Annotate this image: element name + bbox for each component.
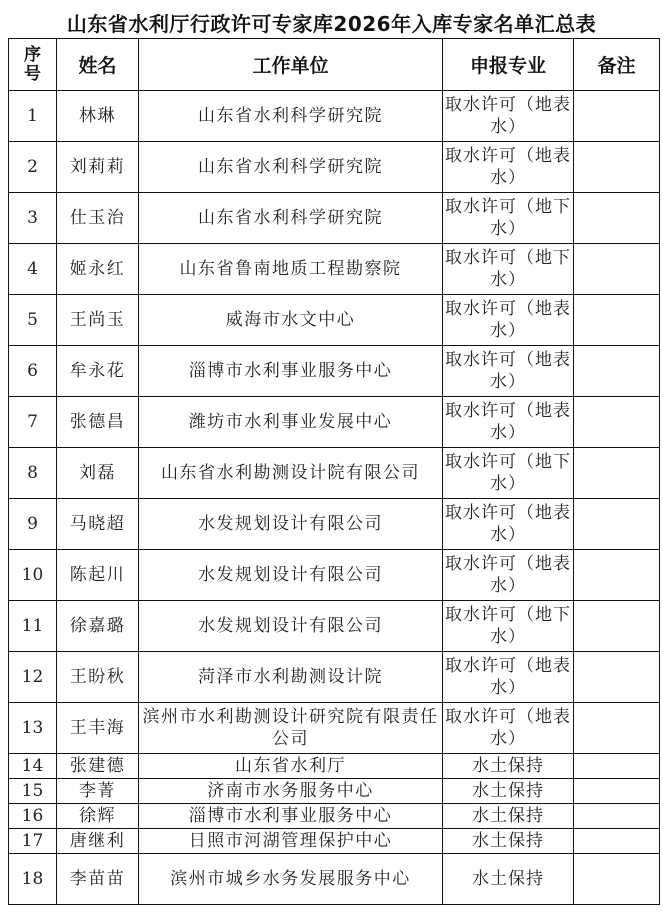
header-name: 姓名 [57, 39, 139, 91]
cell-name: 唐继利 [57, 829, 139, 854]
cell-note [574, 854, 660, 905]
table-row [9, 779, 660, 804]
cell-note [574, 244, 660, 295]
cell-unit: 山东省水利厅 [139, 754, 443, 779]
cell-major: 取水许可（地下水） [443, 448, 574, 499]
cell-name: 徐辉 [57, 804, 139, 829]
cell-major: 取水许可（地下水） [443, 601, 574, 652]
cell-note [574, 779, 660, 804]
cell-major: 取水许可（地表水） [443, 142, 574, 193]
cell-seq: 1 [9, 91, 57, 142]
cell-seq: 14 [9, 754, 57, 779]
cell-unit: 滨州市水利勘测设计研究院有限责任公司 [139, 703, 443, 754]
table-row [9, 601, 660, 652]
cell-name: 王丰海 [57, 703, 139, 754]
header-note: 备注 [574, 39, 660, 91]
cell-major: 水土保持 [443, 779, 574, 804]
cell-note [574, 193, 660, 244]
cell-unit: 山东省水利勘测设计院有限公司 [139, 448, 443, 499]
table-row [9, 652, 660, 703]
document-title: 山东省水利厅行政许可专家库2026年入库专家名单汇总表 [66, 12, 597, 36]
cell-seq: 4 [9, 244, 57, 295]
cell-major: 取水许可（地表水） [443, 550, 574, 601]
cell-note [574, 499, 660, 550]
cell-seq: 12 [9, 652, 57, 703]
cell-unit: 水发规划设计有限公司 [139, 601, 443, 652]
cell-seq: 7 [9, 397, 57, 448]
cell-major: 水土保持 [443, 854, 574, 905]
cell-unit: 水发规划设计有限公司 [139, 550, 443, 601]
cell-name: 陈起川 [57, 550, 139, 601]
cell-note [574, 829, 660, 854]
cell-seq: 6 [9, 346, 57, 397]
cell-unit: 威海市水文中心 [139, 295, 443, 346]
cell-note [574, 804, 660, 829]
cell-unit: 山东省水利科学研究院 [139, 91, 443, 142]
table-row [9, 244, 660, 295]
cell-name: 张建德 [57, 754, 139, 779]
cell-note [574, 601, 660, 652]
cell-unit: 山东省水利科学研究院 [139, 142, 443, 193]
cell-unit: 济南市水务服务中心 [139, 779, 443, 804]
cell-seq: 16 [9, 804, 57, 829]
cell-name: 姬永红 [57, 244, 139, 295]
cell-note [574, 652, 660, 703]
cell-unit: 淄博市水利事业服务中心 [139, 346, 443, 397]
cell-seq: 11 [9, 601, 57, 652]
header-seq: 序号 [9, 39, 57, 91]
cell-name: 李苗苗 [57, 854, 139, 905]
cell-name: 张德昌 [57, 397, 139, 448]
table-row [9, 829, 660, 854]
table-row [9, 295, 660, 346]
table-row [9, 499, 660, 550]
table-row [9, 550, 660, 601]
cell-note [574, 295, 660, 346]
cell-major: 取水许可（地表水） [443, 499, 574, 550]
table-row [9, 91, 660, 142]
cell-major: 取水许可（地表水） [443, 295, 574, 346]
cell-note [574, 448, 660, 499]
cell-unit: 潍坊市水利事业发展中心 [139, 397, 443, 448]
cell-unit: 日照市河湖管理保护中心 [139, 829, 443, 854]
table-row [9, 804, 660, 829]
cell-seq: 15 [9, 779, 57, 804]
cell-unit: 山东省水利科学研究院 [139, 193, 443, 244]
table-row [9, 142, 660, 193]
cell-major: 水土保持 [443, 804, 574, 829]
cell-major: 取水许可（地表水） [443, 346, 574, 397]
cell-major: 取水许可（地表水） [443, 703, 574, 754]
table-row [9, 448, 660, 499]
cell-seq: 9 [9, 499, 57, 550]
cell-note [574, 142, 660, 193]
cell-seq: 3 [9, 193, 57, 244]
cell-unit: 滨州市城乡水务发展服务中心 [139, 854, 443, 905]
cell-unit: 水发规划设计有限公司 [139, 499, 443, 550]
cell-name: 刘磊 [57, 448, 139, 499]
cell-major: 取水许可（地表水） [443, 397, 574, 448]
cell-note [574, 91, 660, 142]
table-row [9, 703, 660, 754]
cell-unit: 淄博市水利事业服务中心 [139, 804, 443, 829]
cell-name: 马晓超 [57, 499, 139, 550]
cell-name: 林琳 [57, 91, 139, 142]
cell-unit: 山东省鲁南地质工程勘察院 [139, 244, 443, 295]
header-major: 申报专业 [443, 39, 574, 91]
cell-seq: 17 [9, 829, 57, 854]
cell-seq: 18 [9, 854, 57, 905]
cell-major: 水土保持 [443, 829, 574, 854]
cell-name: 牟永花 [57, 346, 139, 397]
cell-seq: 2 [9, 142, 57, 193]
cell-note [574, 550, 660, 601]
cell-major: 取水许可（地下水） [443, 244, 574, 295]
cell-note [574, 397, 660, 448]
cell-major: 水土保持 [443, 754, 574, 779]
cell-note [574, 754, 660, 779]
cell-name: 徐嘉璐 [57, 601, 139, 652]
expert-list-table [8, 38, 660, 905]
table-row [9, 346, 660, 397]
cell-name: 王尚玉 [57, 295, 139, 346]
cell-name: 王盼秋 [57, 652, 139, 703]
cell-seq: 10 [9, 550, 57, 601]
table-row [9, 193, 660, 244]
cell-unit: 菏泽市水利勘测设计院 [139, 652, 443, 703]
cell-note [574, 703, 660, 754]
cell-seq: 5 [9, 295, 57, 346]
table-row [9, 854, 660, 905]
cell-name: 李菁 [57, 779, 139, 804]
table-row [9, 754, 660, 779]
cell-seq: 8 [9, 448, 57, 499]
cell-major: 取水许可（地表水） [443, 652, 574, 703]
cell-note [574, 346, 660, 397]
cell-major: 取水许可（地下水） [443, 193, 574, 244]
table-row [9, 397, 660, 448]
header-unit: 工作单位 [139, 39, 443, 91]
cell-name: 刘莉莉 [57, 142, 139, 193]
table-header-row [9, 39, 660, 91]
cell-seq: 13 [9, 703, 57, 754]
cell-name: 仕玉治 [57, 193, 139, 244]
cell-major: 取水许可（地表水） [443, 91, 574, 142]
